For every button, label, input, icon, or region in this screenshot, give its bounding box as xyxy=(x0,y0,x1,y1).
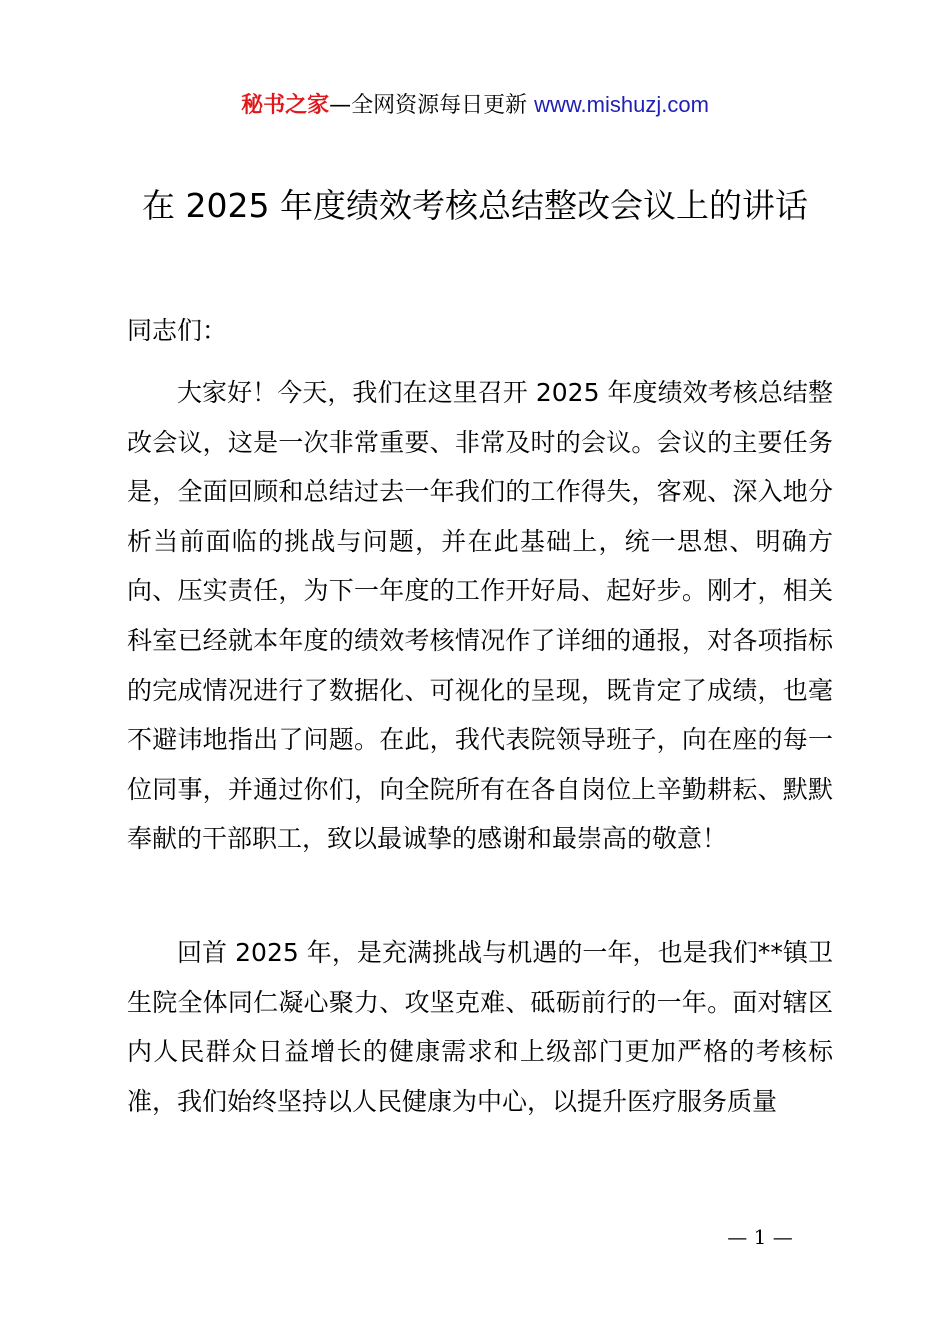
page-number: — 1 — xyxy=(727,1225,793,1249)
body-paragraph-2: 回首 2025 年，是充满挑战与机遇的一年，也是我们**镇卫生院全体同仁凝心聚力、攻坚克难、砥砺前行的一年。面对辖区内人民群众日益增长的健康需求和上级部门更加严格的考核标准，我们始终坚持以人民健康为中心，以提升医疗服务质量 xyxy=(127,938,833,1116)
site-banner xyxy=(0,88,950,123)
brand-name: 秘书之家 xyxy=(241,93,330,118)
document-title: 在 2025 年度绩效考核总结整改会议上的讲话 xyxy=(142,186,808,225)
banner-tagline: —全网资源每日更新 xyxy=(329,93,528,118)
site-url-link[interactable]: www.mishuzj.com xyxy=(534,92,709,117)
salutation: 同志们： xyxy=(127,316,228,345)
body-paragraph-1: 大家好！今天，我们在这里召开 2025 年度绩效考核总结整改会议，这是一次非常重要、非常及时的会议。会议的主要任务是，全面回顾和总结过去一年我们的工作得失，客观、深入地分析当前面临的挑战与问题，并在此基础上，统一思想、明确方向、压实责任，为下一年度的工作开好局、起好步。刚才，相关科室已经就本年度的绩效考核情况作了详细的通报，对各项指标的完成情况进行了数据化、可视化的呈现，既肯定了成绩，也毫不避讳地指出了问题。在此，我代表院领导班子，向在座的每一位同事，并通过你们，向全院所有在各自岗位上辛勤耕耘、默默奉献的干部职工，致以最诚挚的感谢和最崇高的敬意！ xyxy=(127,378,833,854)
